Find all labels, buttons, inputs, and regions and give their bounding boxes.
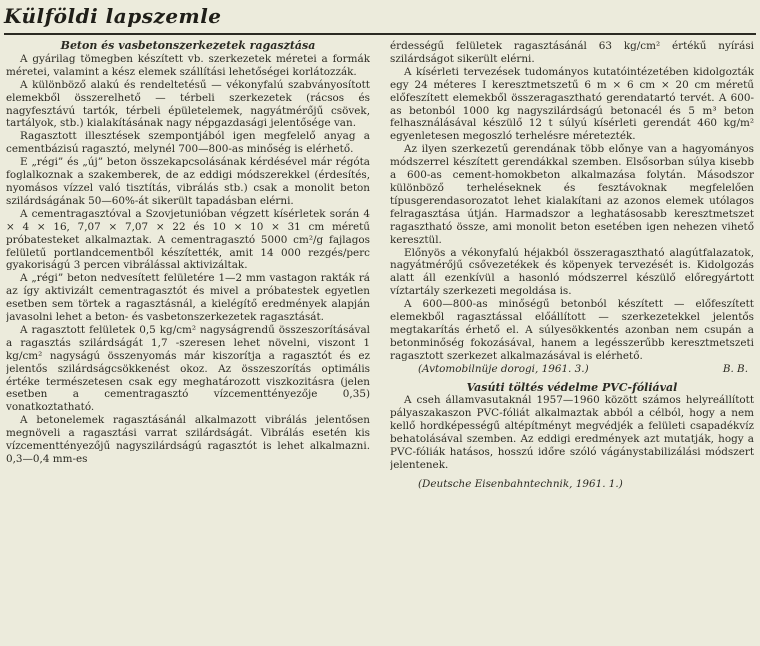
paragraph: Ragasztott illesztések szempontjából igen megfelelő anyag a cementbázisú ragasztó, melynél 700—800-as minőség is elérhető.	[6, 130, 370, 156]
left-column	[6, 40, 370, 642]
paragraph: A ragasztott felületek 0,5 kg/cm² nagyságrendű összeszorításával a ragasztás szilárdságát 1,7 -szeresen lehet növelni, viszont 1 kg/cm² nagyságú összenyomás már kiszorítja a ragasztót és ez jelentős szilárdságcsökkenést okoz. Az összeszorítás optimális értéke természetesen csak egy meghatározott viszkozitásra (jelen esetben a cementragasztó vízcementtényezője 0,35) vonatkoztatható.	[6, 323, 370, 414]
paragraph: Az ilyen szerkezetű gerendának több előnye van a hagyományos módszerrel készített gerendákkal szemben. Elsősorban súlya kisebb a 600-as cement-homokbeton alkalmazása folytán. Másodszor különböző terheléseknek és fesztávoknak megfelelően típusgerendasorozatot lehet kialakítani az azonos elemek utólagos felragasztása útján. Harmadszor a leghatásosabb keresztmetszet ragasztható össze, ami monolit beton esetében igen nehezen vihető keresztül.	[390, 143, 754, 246]
right-column	[390, 40, 754, 642]
paragraph: A kísérleti tervezések tudományos kutatóintézetében kidolgozták egy 24 méteres I keresztmetszetű 6 m × 6 cm × 20 cm méretű előfeszített elemekből összeragasztható gerendatartó tervét. A 600-as betonból 1000 kg nagyszilárdságú betonacél és 5 m³ beton felhasználásával készülő 12 t súlyú kísérleti gerendát 460 kg/m² egyenletesen megoszló terhelésre méretezték.	[390, 65, 754, 143]
paragraph: A „régi” beton nedvesített felületére 1—2 mm vastagon rakták rá az így aktivizált cementragasztót és mivel a próbatestek egyetlen esetben sem törtek a ragasztásnál, a kielégítő eredmények alapján javasolni lehet a beton- és vasbetonszerkezetek ragasztását.	[6, 272, 370, 324]
page-title: Külföldi lapszemle	[4, 4, 222, 28]
paragraph: A betonelemek ragasztásánál alkalmazott vibrálás jelentősen megnöveli a ragasztási varrat szilárdságát. Vibrálás esetén kis vízcementtényezőjű nagyszilárdságú ragasztót is lehet alkalmazni. 0,3—0,4 mm-es	[6, 414, 370, 465]
article-source-line	[390, 478, 754, 491]
paragraph: Előnyös a vékonyfalú héjakból összeragasztható alagútfalazatok, nagyátmérőjű csővezetékek és köpenyek tervezését is. Kidolgozás alatt áll ezenkívül a hasonló módszerrel készülő előregyártott víztartály szerkezeti megoldása is.	[390, 246, 754, 298]
paragraph: érdességű felületek ragasztásánál 63 kg/cm² értékű nyírási szilárdságot sikerült elérni.	[390, 40, 754, 65]
paragraph: E „régi” és „új” beton összekapcsolásának kérdésével már régóta foglalkoznak a szakemberek, de az eddigi módszerekkel (érdesítés, nyomásos vízzel való tisztítás, vibrálás stb.) csak a monolit beton szilárdságának 50—60%-át sikerült tapadásban elérni.	[6, 156, 370, 207]
header-rule	[4, 33, 756, 35]
article-author: B. B.	[722, 362, 748, 375]
article-body-left	[6, 53, 370, 466]
paragraph: A különböző alakú és rendeltetésű — vékonyfalú szabványosított elemekből összerelhető — térbeli szerkezetek (rácsos és nagyfesztávú tartók, térbeli épületelemek, nagyátmérőjű csövek, tartályok, stb.) kialakításának nagy népgazdasági jelentősége van.	[6, 78, 370, 130]
article-title: Beton és vasbetonszerkezetek ragasztása	[60, 40, 316, 52]
article-source: (Avtomobilnüje dorogi, 1961. 3.)	[418, 362, 589, 375]
paragraph: A cementragasztóval a Szovjetunióban végzett kísérletek során 4 × 4 × 16, 7,07 × 7,07 × 22 és 10 × 10 × 31 cm méretű próbatesteket alkalmaztak. A cementragasztó 5000 cm²/g fajlagos felületű portlandcementből készítették, amit 14 000 rezgés/perc gyakoriságú 3 percen vibrálással aktivizáltak.	[6, 207, 370, 272]
paragraph: A cseh államvasutaknál 1957—1960 között számos helyreállított pályaszakaszon PVC-fóliát alkalmaztak abból a célból, hogy a nem kellő hordképességű altépítményt megvédjék a felületi csapadékvíz behatolásával szemben. Az eddigi eredmények azt mutatják, hogy a PVC-fóliák hatásos, hosszú időre szóló vágánystabilizálási módszert jelentenek.	[390, 394, 754, 471]
article-body-right	[390, 40, 754, 376]
article-source: (Deutsche Eisenbahntechnik, 1961. 1.)	[418, 477, 623, 490]
paragraph: A gyárilag tömegben készített vb. szerkezetek méretei a formák méretei, valamint a kész elemek szállítási lehetőségei korlátozzák.	[6, 52, 370, 78]
article-source-line	[390, 363, 754, 376]
article-title: Vasúti töltés védelme PVC-fóliával	[466, 380, 678, 394]
article-body	[390, 394, 754, 490]
paragraph: A 600—800-as minőségű betonból készített — előfeszített elemekből ragasztással előállított — szerkezetekkel jelentős megtakarítás érhető el. A súlyesökkentés azonban nem csupán a betonminőség fokozásával, hanem a legésszerűbb keresztmetszeti ragasztott szerkezet alkalmazásával is elérhető.	[390, 298, 754, 362]
